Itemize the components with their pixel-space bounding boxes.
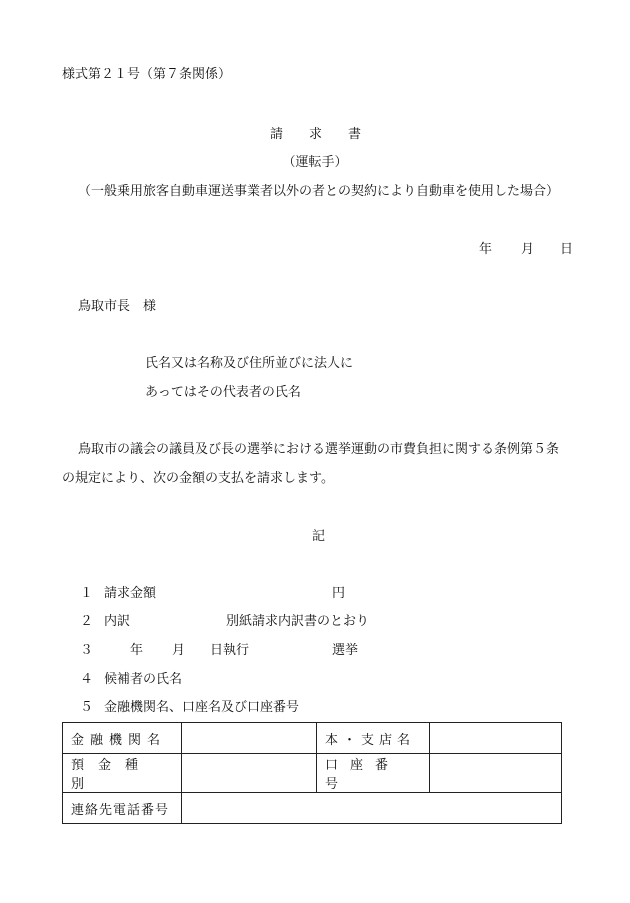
branch-value[interactable]: [430, 723, 562, 754]
item-label: 候補者の氏名: [104, 672, 183, 687]
document-subtitle: （運転手）: [282, 155, 348, 170]
contact-phone-label-cell: [63, 793, 182, 824]
deposit-type-label-cell: [63, 754, 182, 793]
item-extra: 円: [332, 586, 346, 601]
item-extra: 選挙: [332, 643, 359, 658]
item-number: ３: [80, 643, 94, 658]
institution-label: 金融機関名: [71, 732, 167, 748]
table-row: [63, 793, 562, 824]
applicant-line-2: あってはその代表者の氏名: [145, 385, 301, 400]
document-title: 請 求 書: [270, 127, 362, 142]
account-number-value[interactable]: [430, 754, 562, 793]
form-number: 様式第２１号（第７条関係）: [62, 67, 232, 82]
document-note: （一般乗用旅客自動車運送事業者以外の者との契約により自動車を使用した場合）: [78, 184, 560, 199]
item-extra: 別紙請求内訳書のとおり: [226, 614, 370, 629]
branch-label-cell: [317, 723, 430, 754]
item-number: ４: [80, 672, 94, 687]
body-line-2: の規定により、次の金額の支払を請求します。: [62, 471, 334, 486]
bank-account-table: [62, 722, 562, 824]
contact-phone-value[interactable]: [182, 793, 562, 824]
addressee: 鳥取市長 様: [78, 299, 157, 314]
item-month: 月: [172, 643, 186, 658]
item-label: 金融機関名、口座名及び口座番号: [104, 700, 300, 715]
deposit-type-value[interactable]: [182, 754, 317, 793]
item-number: １: [80, 586, 94, 601]
date-day: 日: [560, 242, 574, 257]
table-row: [63, 754, 562, 793]
institution-label-cell: [63, 723, 182, 754]
item-number: ５: [80, 700, 94, 715]
institution-value[interactable]: [182, 723, 317, 754]
branch-label: 本・支店名: [325, 732, 416, 748]
applicant-line-1: 氏名又は名称及び住所並びに法人に: [145, 356, 354, 371]
item-year: 年: [130, 643, 144, 658]
item-number: ２: [80, 614, 94, 629]
ki-heading: 記: [312, 529, 326, 544]
deposit-type-label: 預金種別: [71, 758, 153, 792]
body-line-1: 鳥取市の議会の議員及び長の選挙における選挙運動の市費負担に関する条例第５条: [78, 442, 560, 457]
item-label: 内訳: [104, 614, 131, 629]
account-number-label: 口座番号: [325, 758, 401, 792]
item-label: 請求金額: [104, 586, 157, 601]
table-row: [63, 723, 562, 754]
account-number-label-cell: [317, 754, 430, 793]
item-day: 日執行: [210, 643, 250, 658]
contact-phone-label: 連絡先電話番号: [71, 802, 170, 818]
date-year: 年: [479, 242, 493, 257]
date-month: 月: [521, 242, 535, 257]
